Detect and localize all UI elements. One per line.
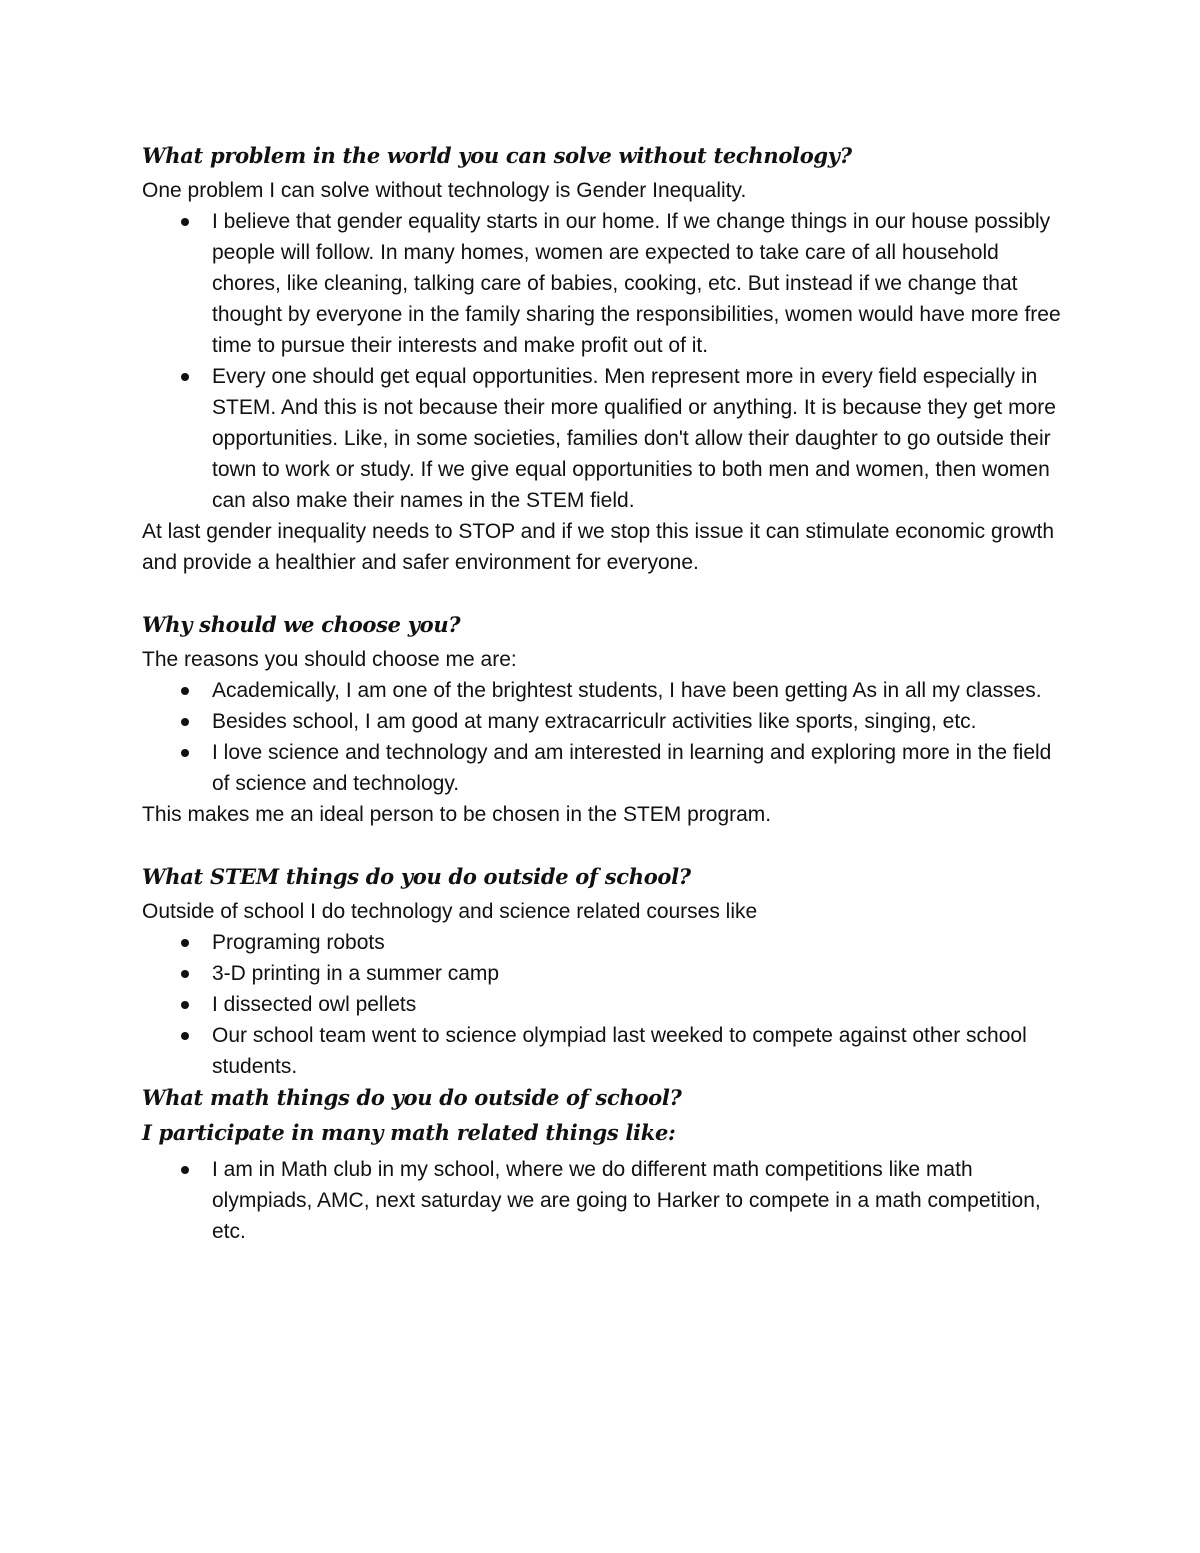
bullet-icon <box>181 939 189 947</box>
bullet-list <box>142 927 1062 1082</box>
bullet-icon <box>181 218 189 226</box>
list-item: Besides school, I am good at many extracarriculr activities like sports, singing, etc. <box>212 706 1062 737</box>
bullet-list <box>142 206 1062 516</box>
list-item: I love science and technology and am interested in learning and exploring more in the field of science and technology. <box>212 737 1062 799</box>
bullet-icon <box>181 970 189 978</box>
section-heading-math: What math things do you do outside of school? <box>142 1085 682 1110</box>
list-item: I am in Math club in my school, where we do different math competitions like math olympiads, AMC, next saturday we are going to Harker to compete in a math competition, etc. <box>212 1154 1062 1247</box>
bullet-list <box>142 675 1062 799</box>
list-item: Our school team went to science olympiad last weeked to compete against other school students. <box>212 1020 1062 1082</box>
section-heading-choose: Why should we choose you? <box>142 612 461 637</box>
list-item: Programing robots <box>212 927 1062 958</box>
section-subheading-math: I participate in many math related things like: <box>142 1120 676 1145</box>
document-body <box>142 140 1062 1247</box>
list-item: I dissected owl pellets <box>212 989 1062 1020</box>
section-outro: This makes me an ideal person to be chosen in the STEM program. <box>142 803 772 826</box>
list-item: 3-D printing in a summer camp <box>212 958 1062 989</box>
list-item: Every one should get equal opportunities. Men represent more in every field especially in STEM. And this is not because their more qualified or anything. It is because they get more opportunities. Like, in some societies, families don't allow their daughter to go outside their town to work or study. If we give equal opportunities to both men and women, then women can also make their names in the STEM field. <box>212 361 1062 516</box>
bullet-icon <box>181 1001 189 1009</box>
section-heading-problem: What problem in the world you can solve without technology? <box>142 143 852 168</box>
section-intro: One problem I can solve without technology is Gender Inequality. <box>142 179 747 202</box>
section-heading-stem: What STEM things do you do outside of school? <box>142 864 691 889</box>
list-item: I believe that gender equality starts in our home. If we change things in our house possibly people will follow. In many homes, women are expected to take care of all household chores, like cleaning, talking care of babies, cooking, etc. But instead if we change that thought by everyone in the family sharing the responsibilities, women would have more free time to pursue their interests and make profit out of it. <box>212 206 1062 361</box>
bullet-icon <box>181 687 189 695</box>
section-intro: Outside of school I do technology and science related courses like <box>142 900 758 923</box>
bullet-icon <box>181 749 189 757</box>
bullet-icon <box>181 1166 189 1174</box>
section-outro: At last gender inequality needs to STOP and if we stop this issue it can stimulate economic growth and provide a healthier and safer environment for everyone. <box>142 520 1055 574</box>
section-intro: The reasons you should choose me are: <box>142 648 517 671</box>
bullet-icon <box>181 373 189 381</box>
bullet-list <box>142 1154 1062 1247</box>
bullet-icon <box>181 718 189 726</box>
list-item: Academically, I am one of the brightest students, I have been getting As in all my classes. <box>212 675 1062 706</box>
bullet-icon <box>181 1032 189 1040</box>
